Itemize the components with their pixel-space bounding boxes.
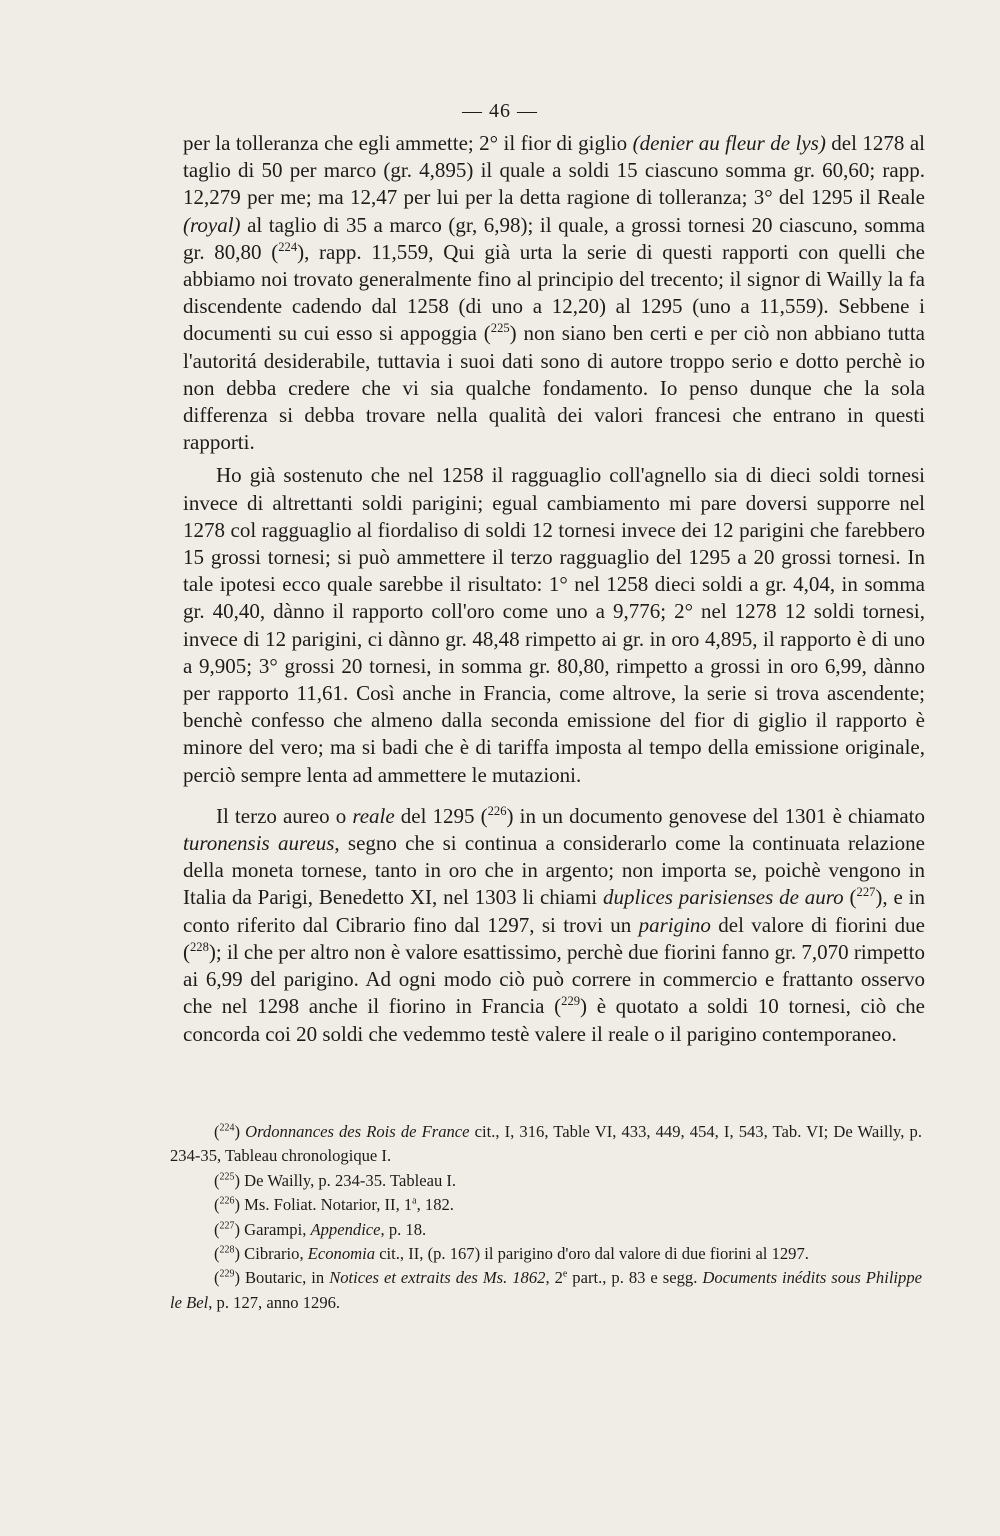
text-run: del 1278 al taglio di 50 per marco (gr. 4,895) il quale a soldi 15 ciascuno somma gr. 60,60; rapp. 12,279 per me; ma 12,47 per lui per la detta ragione di tolleranza; 3° del 1295 il Reale: [183, 131, 926, 210]
italic-text: duplices parisienses de auro: [602, 885, 844, 910]
superscript: 229: [561, 994, 581, 1009]
text-run: del valore di fiorini due (: [183, 912, 925, 964]
superscript: 229: [219, 1268, 235, 1280]
text-run: ) Ms. Foliat. Notarior, II, 1: [234, 1195, 413, 1215]
text-run: , p. 18.: [380, 1219, 427, 1239]
italic-text: Documents inédits sous Philippe le Bel: [170, 1268, 923, 1312]
text-run: , segno che si continua a considerarlo come la continuata relazione della moneta tornese, tanto in oro che in argento; non importa se, poichè vengono in Italia da Parigi, Benedetto XI, nel 1303 li chiami: [183, 831, 925, 910]
text-run: , 2: [545, 1268, 563, 1288]
text-run: ): [234, 1122, 246, 1141]
text-run: al taglio di 35 a marco (gr, 6,98); il quale, a grossi tornesi 20 ciascuno, somma gr. 80,80 (: [183, 212, 925, 264]
text-run: ) Cibrario,: [234, 1244, 308, 1264]
text-run: Il terzo aureo o: [216, 803, 353, 828]
text-run: , p. 127, anno 1296.: [208, 1292, 341, 1312]
text-run: ), rapp. 11,559, Qui già urta la serie di questi rapporti con quelli che abbiamo noi trovato generalmente fino al principio del trecento; il signor di Wailly la fa discendente cadendo dal 1258 (di uno a 12,20) al 1295 (uno a 11,559). Sebbene i documenti su cui esso si appoggia (: [183, 239, 926, 346]
paragraph-3: [183, 803, 925, 1048]
superscript: e: [562, 1268, 568, 1280]
superscript: 227: [856, 885, 876, 900]
italic-text: (royal): [183, 212, 241, 237]
text-run: (: [214, 1219, 220, 1239]
text-run: ), e in conto riferito dal Cibrario fino dal 1297, si trovi un: [183, 885, 925, 937]
text-run: (: [843, 885, 857, 910]
text-run: ) Boutaric, in: [234, 1268, 330, 1288]
text-run: cit., I, 316, Table VI, 433, 449, 454, I, 543, Tab. VI; De Wailly, p. 234-35, Tableau chronologique I.: [170, 1122, 922, 1166]
superscript: 225: [219, 1171, 235, 1183]
superscript: 224: [219, 1122, 235, 1134]
superscript: 227: [219, 1220, 235, 1232]
italic-text: parigino: [638, 912, 711, 937]
text-run: cit., II, (p. 167) il parigino d'oro dal valore di due fiorini al 1297.: [375, 1244, 809, 1264]
italic-text: Notices et extraits des Ms. 1862: [329, 1268, 546, 1288]
superscript: 225: [490, 321, 510, 336]
text-run: (: [214, 1195, 220, 1215]
text-run: (: [214, 1244, 220, 1264]
footnote-229: [170, 1266, 922, 1315]
italic-text: turonensis aureus: [183, 831, 335, 856]
superscript: 228: [219, 1244, 235, 1256]
italic-text: Economia: [307, 1244, 376, 1264]
footnote-225: [170, 1169, 922, 1193]
text-run: , 182.: [416, 1195, 454, 1215]
main-text: [183, 130, 925, 1048]
footnote-226: [170, 1193, 922, 1217]
superscript: 226: [487, 803, 507, 818]
text-run: part., p. 83 e segg.: [567, 1268, 703, 1288]
footnote-224: [170, 1120, 922, 1169]
superscript: a: [412, 1195, 417, 1207]
text-run: ) è quotato a soldi 10 tornesi, ciò che concorda coi 20 soldi che vedemmo testè valere il reale o il parigino contemporaneo.: [183, 994, 925, 1046]
italic-text: Appendice: [310, 1219, 381, 1239]
footnote-227: [170, 1218, 922, 1242]
text-run: del 1295 (: [394, 803, 488, 828]
text-run: ) De Wailly, p. 234-35. Tableau I.: [234, 1170, 457, 1190]
text-run: (: [214, 1122, 220, 1141]
text-run: ) in un documento genovese del 1301 è chiamato: [506, 803, 925, 828]
footnotes: [170, 1120, 922, 1315]
superscript: 226: [219, 1195, 235, 1207]
text-run: per la tolleranza che egli ammette; 2° il fior di giglio: [183, 131, 633, 155]
text-run: ); il che per altro non è valore esattissimo, perchè due fiorini fanno gr. 7,070 rimpetto ai 6,99 del parigino. Ad ogni modo ciò può correre in commercio e frattanto osservo che nel 1298 anche il fiorino in Francia (: [183, 939, 926, 1019]
text-run: (: [214, 1170, 220, 1190]
italic-text: (denier au fleur de lys): [632, 131, 826, 155]
italic-text: Ordonnances des Rois de France: [245, 1122, 470, 1141]
superscript: 224: [278, 239, 298, 254]
paragraph-1: [183, 130, 925, 456]
superscript: 228: [190, 939, 209, 954]
text-run: ) non siano ben certi e per ciò non abbiano tutta l'autoritá desiderabile, tuttavia i suoi dati sono di autore troppo serio e dotto perchè io non debba credere che vi sia qualche fondamento. Io penso dunque che la sola differenza si debba trovare nella qualità dei valori francesi che entrano in questi rapporti.: [183, 321, 925, 455]
italic-text: reale: [352, 803, 395, 828]
page-number: — 46 —: [462, 100, 538, 122]
footnote-228: [170, 1242, 922, 1266]
text-run: Ho già sostenuto che nel 1258 il ragguaglio coll'agnello sia di dieci soldi tornesi invece di altrettanti soldi parigini; egual cambiamento mi pare doversi supporre nel 1278 col ragguaglio al fiordaliso di soldi 12 tornesi invece dei 12 parigini che farebbero 15 grossi tornesi; si può ammettere il terzo ragguaglio del 1295 a 20 grossi tornesi. In tale ipotesi ecco quale sarebbe il risultato: 1° nel 1258 dieci soldi a gr. 4,04, in somma gr. 40,40, dànno il rapporto coll'oro come uno a 9,776; 2° nel 1278 12 soldi tornesi, invece di 12 parigini, ci dànno gr. 48,48 rimpetto ai gr. in oro 4,895, il rapporto è di uno a 9,905; 3° grossi 20 tornesi, in somma gr. 80,80, rimpetto a grossi in oro 6,99, dànno per rapporto 11,61. Così anche in Francia, come altrove, la serie si trova ascendente; benchè confesso che almeno dalla seconda emissione del fior di giglio il rapporto è minore del vero; ma si badi che è di tariffa imposta al tempo della emissione originale, perciò sempre lenta ad ammettere le mutazioni.: [183, 463, 925, 787]
text-run: ) Garampi,: [234, 1219, 311, 1239]
text-run: (: [214, 1268, 220, 1288]
paragraph-2: [183, 462, 925, 788]
